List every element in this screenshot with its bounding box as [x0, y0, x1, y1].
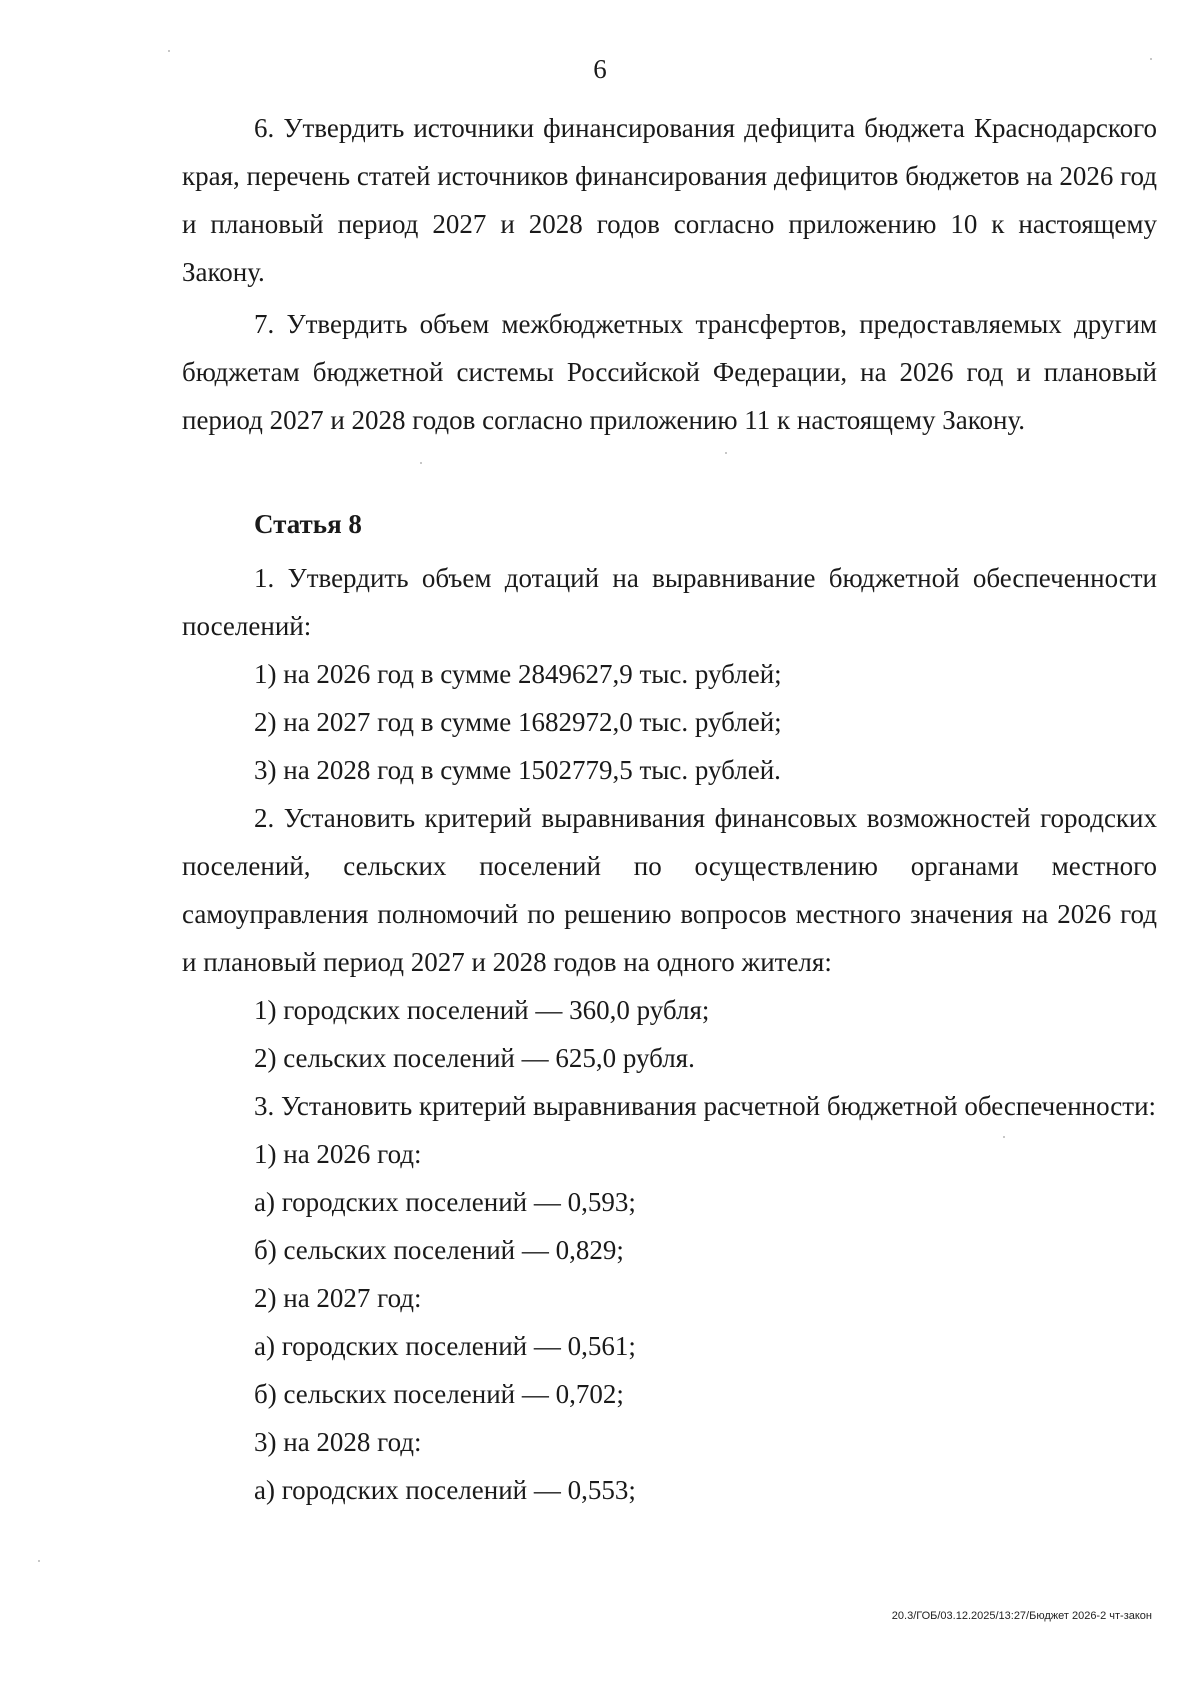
- list-item: 3) на 2028 год в сумме 1502779,5 тыс. рублей.: [254, 755, 781, 785]
- article-8-paragraph-1: 1. Утвердить объем дотаций на выравнивание бюджетной обеспеченности поселений:: [182, 563, 1157, 641]
- paragraph-6: 6. Утвердить источники финансирования дефицита бюджета Краснодарского края, перечень статей источников финансирования дефицитов бюджетов на 2026 год и плановый период 2027 и 2028 годов согласно приложению 10 к настоящему Закону.: [182, 113, 1157, 287]
- list-item: 3) на 2028 год:: [254, 1427, 422, 1457]
- scan-speck: [1150, 58, 1152, 60]
- list-item: 2) на 2027 год в сумме 1682972,0 тыс. рублей;: [254, 707, 782, 737]
- list-item: б) сельских поселений — 0,702;: [254, 1379, 624, 1409]
- article-8-heading: Статья 8: [254, 509, 362, 539]
- scan-speck: [725, 452, 727, 454]
- scan-speck: [168, 50, 170, 52]
- list-item: 1) на 2026 год в сумме 2849627,9 тыс. рублей;: [254, 659, 782, 689]
- list-item: 2) сельских поселений — 625,0 рубля.: [254, 1043, 695, 1073]
- scan-speck: [38, 1560, 40, 1562]
- list-item: 1) на 2026 год:: [254, 1139, 422, 1169]
- footer-doc-reference: 20.3/ГОБ/03.12.2025/13:27/Бюджет 2026-2 чт-закон: [891, 1610, 1152, 1622]
- list-item: а) городских поселений — 0,553;: [254, 1475, 636, 1505]
- list-item: б) сельских поселений — 0,829;: [254, 1235, 624, 1265]
- list-item: 1) городских поселений — 360,0 рубля;: [254, 995, 710, 1025]
- paragraph-7: 7. Утвердить объем межбюджетных трансфертов, предоставляемых другим бюджетам бюджетной системы Российской Федерации, на 2026 год и плановый период 2027 и 2028 годов согласно приложению 11 к настоящему Закону.: [182, 309, 1157, 435]
- list-item: а) городских поселений — 0,561;: [254, 1331, 636, 1361]
- article-8-paragraph-3: 3. Установить критерий выравнивания расчетной бюджетной обеспеченности:: [254, 1091, 1157, 1121]
- page-number: 6: [593, 54, 607, 84]
- scan-speck: [420, 462, 422, 464]
- scan-speck: [1003, 1136, 1005, 1138]
- article-8-paragraph-2: 2. Установить критерий выравнивания финансовых возможностей городских поселений, сельских поселений по осуществлению органами местного самоуправления полномочий по решению вопросов местного значения на 2026 год и плановый период 2027 и 2028 годов на одного жителя:: [182, 803, 1157, 977]
- list-item: 2) на 2027 год:: [254, 1283, 422, 1313]
- document-body: [182, 104, 1157, 1514]
- list-item: а) городских поселений — 0,593;: [254, 1187, 636, 1217]
